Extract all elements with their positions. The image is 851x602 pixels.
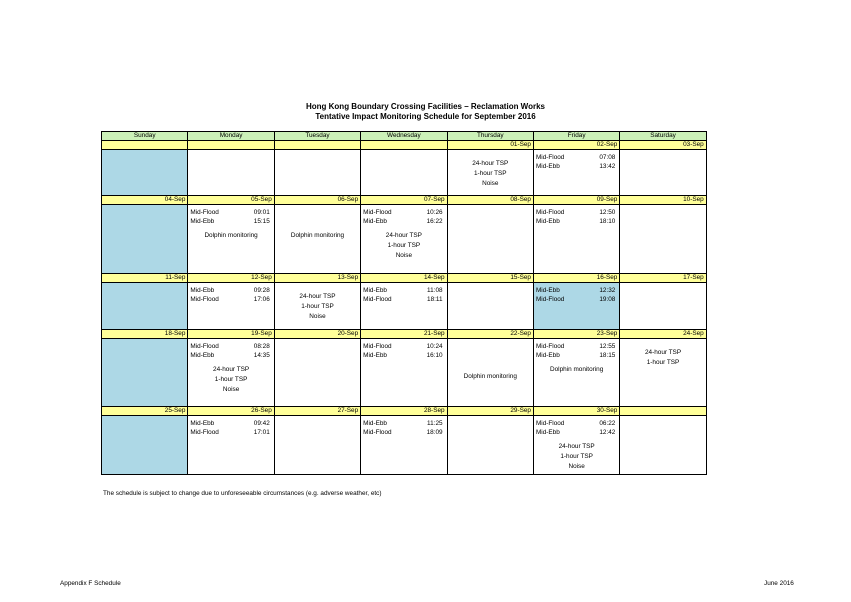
week-content-row <box>102 205 707 274</box>
monitoring-item: 24-hour TSP <box>385 232 422 239</box>
tide-label: Mid-Ebb <box>535 218 560 225</box>
tide-event <box>536 351 617 360</box>
day-cell <box>620 150 706 196</box>
date-cell: 21-Sep <box>361 330 447 339</box>
tide-label: Mid-Flood <box>363 209 392 216</box>
date-cell: 19-Sep <box>188 330 274 339</box>
tide-time: 18:11 <box>427 296 443 303</box>
date-cell: 25-Sep <box>102 407 188 416</box>
week-content-row <box>102 416 707 475</box>
day-cell <box>188 339 274 407</box>
date-cell: 18-Sep <box>102 330 188 339</box>
tide-event <box>363 217 444 226</box>
monitoring-item: 24-hour TSP <box>213 366 250 373</box>
tide-time: 15:15 <box>253 218 270 225</box>
date-cell: 12-Sep <box>188 274 274 283</box>
monitoring-item: Noise <box>482 180 499 187</box>
week-date-row <box>102 274 707 283</box>
date-cell: 10-Sep <box>620 196 706 205</box>
tide-time: 18:09 <box>426 429 443 436</box>
day-cell <box>274 150 360 196</box>
day-cell <box>102 150 188 196</box>
date-cell: 22-Sep <box>447 330 533 339</box>
tide-label: Mid-Ebb <box>363 352 387 359</box>
tide-label: Mid-Flood <box>363 296 392 303</box>
date-cell: 02-Sep <box>533 141 619 150</box>
date-cell: 07-Sep <box>361 196 447 205</box>
tide-label: Mid-Flood <box>535 209 565 216</box>
tide-time: 09:01 <box>253 209 270 216</box>
tide-label: Mid-Flood <box>363 429 392 436</box>
tide-event <box>536 208 617 217</box>
monitoring-item: Noise <box>395 252 413 259</box>
tide-label: Mid-Ebb <box>190 218 215 225</box>
monitoring-item: 1-hour TSP <box>214 376 248 383</box>
tide-event <box>190 208 271 217</box>
monitoring-item: 1-hour TSP <box>473 170 507 177</box>
tide-time: 12:42 <box>599 429 616 436</box>
day-cell <box>188 150 274 196</box>
weekday-header-row <box>102 132 707 141</box>
tide-time: 16:10 <box>426 352 443 359</box>
day-cell <box>620 416 706 475</box>
date-cell: 14-Sep <box>361 274 447 283</box>
monitoring-notes <box>277 292 358 322</box>
day-cell <box>533 339 619 407</box>
tide-event <box>190 342 271 351</box>
day-cell <box>620 283 706 330</box>
day-cell <box>533 283 619 330</box>
date-cell: 09-Sep <box>533 196 619 205</box>
tide-time: 06:22 <box>599 420 616 427</box>
tide-time: 08:28 <box>253 343 270 350</box>
day-cell <box>361 283 447 330</box>
document-title: Hong Kong Boundary Crossing Facilities – Reclamation Works <box>305 102 545 111</box>
date-cell: 08-Sep <box>447 196 533 205</box>
monitoring-item: 24-hour TSP <box>644 349 682 356</box>
monitoring-item: Noise <box>309 313 326 320</box>
date-cell: 03-Sep <box>620 141 706 150</box>
tide-time: 12:32 <box>599 287 616 294</box>
tide-time: 14:35 <box>253 352 270 359</box>
monitoring-notes <box>450 372 531 382</box>
weekday-monday: Monday <box>188 132 274 141</box>
tide-time: 18:15 <box>599 352 616 359</box>
tide-label: Mid-Ebb <box>535 429 560 436</box>
tide-label: Mid-Ebb <box>190 420 215 427</box>
monitoring-notes <box>536 442 617 472</box>
tide-event <box>536 428 617 437</box>
tide-time: 13:42 <box>599 163 616 170</box>
week-date-row <box>102 141 707 150</box>
date-cell: 16-Sep <box>533 274 619 283</box>
tide-label: Mid-Ebb <box>535 163 560 170</box>
tide-label: Mid-Ebb <box>535 352 560 359</box>
tide-event <box>536 217 617 226</box>
monitoring-item: 1-hour TSP <box>301 303 334 310</box>
day-cell <box>620 205 706 274</box>
tide-label: Mid-Flood <box>190 429 219 436</box>
day-cell <box>102 205 188 274</box>
day-cell <box>447 416 533 475</box>
footer-right: June 2016 <box>764 580 794 587</box>
day-cell <box>447 283 533 330</box>
tide-event <box>190 286 271 295</box>
monitoring-item: Dolphin monitoring <box>204 232 258 239</box>
day-cell <box>188 416 274 475</box>
day-cell <box>361 339 447 407</box>
date-cell: 01-Sep <box>447 141 533 150</box>
day-cell <box>361 150 447 196</box>
date-cell: 20-Sep <box>274 330 360 339</box>
tide-event <box>190 351 271 360</box>
tide-event <box>536 286 617 295</box>
weekday-friday: Friday <box>533 132 619 141</box>
day-cell <box>274 339 360 407</box>
week-content-row <box>102 339 707 407</box>
tide-label: Mid-Ebb <box>363 218 387 225</box>
date-cell: 24-Sep <box>620 330 706 339</box>
tide-label: Mid-Flood <box>535 296 565 303</box>
monitoring-item: 24-hour TSP <box>299 293 336 300</box>
weekday-sunday: Sunday <box>102 132 188 141</box>
tide-time: 19:08 <box>599 296 616 303</box>
date-cell: 06-Sep <box>274 196 360 205</box>
day-cell <box>274 205 360 274</box>
tide-event <box>363 208 444 217</box>
tide-label: Mid-Flood <box>190 296 219 303</box>
tide-event <box>363 419 444 428</box>
tide-event <box>363 351 444 360</box>
tide-event <box>363 342 444 351</box>
date-cell: 30-Sep <box>533 407 619 416</box>
tide-event <box>536 342 617 351</box>
weekday-wednesday: Wednesday <box>361 132 447 141</box>
tide-event <box>190 217 271 226</box>
day-cell <box>533 205 619 274</box>
tide-time: 12:50 <box>599 209 616 216</box>
tide-time: 11:08 <box>427 287 443 294</box>
monitoring-item: 1-hour TSP <box>560 453 593 460</box>
tide-time: 17:06 <box>253 296 270 303</box>
date-cell: 17-Sep <box>620 274 706 283</box>
tide-label: Mid-Flood <box>190 343 219 350</box>
weekday-tuesday: Tuesday <box>274 132 360 141</box>
document-subtitle: Tentative Impact Monitoring Schedule for September 2016 <box>315 112 536 121</box>
day-cell <box>102 339 188 407</box>
day-cell <box>447 339 533 407</box>
tide-event <box>363 295 444 304</box>
tide-event <box>190 295 271 304</box>
tide-time: 07:08 <box>599 154 616 161</box>
date-cell <box>188 141 274 150</box>
tide-label: Mid-Flood <box>190 209 219 216</box>
tide-event <box>536 419 617 428</box>
monitoring-item: Dolphin monitoring <box>290 232 345 239</box>
date-cell: 13-Sep <box>274 274 360 283</box>
tide-label: Mid-Ebb <box>363 287 387 294</box>
week-content-row <box>102 283 707 330</box>
tide-event <box>190 428 271 437</box>
tide-time: 16:22 <box>426 218 443 225</box>
date-cell: 05-Sep <box>188 196 274 205</box>
tide-time: 09:28 <box>253 287 270 294</box>
tide-time: 11:25 <box>427 420 443 427</box>
tide-event <box>536 153 617 162</box>
date-cell: 26-Sep <box>188 407 274 416</box>
tide-time: 09:42 <box>253 420 270 427</box>
week-date-row <box>102 330 707 339</box>
week-date-row <box>102 196 707 205</box>
day-cell <box>533 416 619 475</box>
monitoring-item: Noise <box>568 463 585 470</box>
monitoring-item: Noise <box>222 386 240 393</box>
schedule-note: The schedule is subject to change due to unforeseeable circumstances (e.g. adverse weather, etc) <box>103 490 382 497</box>
week-date-row <box>102 407 707 416</box>
tide-time: 10:24 <box>426 343 443 350</box>
tide-label: Mid-Ebb <box>190 352 215 359</box>
tide-label: Mid-Flood <box>535 154 565 161</box>
day-cell <box>102 283 188 330</box>
date-cell <box>361 141 447 150</box>
day-cell <box>188 283 274 330</box>
day-cell <box>188 205 274 274</box>
monitoring-notes <box>277 231 358 241</box>
day-cell <box>447 205 533 274</box>
tide-event <box>190 419 271 428</box>
monitoring-item: Dolphin monitoring <box>550 366 604 373</box>
monitoring-notes <box>190 231 271 241</box>
day-cell <box>274 283 360 330</box>
date-cell: 28-Sep <box>361 407 447 416</box>
tide-label: Mid-Flood <box>535 343 565 350</box>
monitoring-item: Dolphin monitoring <box>463 373 517 380</box>
weekday-thursday: Thursday <box>447 132 533 141</box>
monitoring-notes <box>450 159 531 189</box>
weekday-saturday: Saturday <box>620 132 706 141</box>
monitoring-notes <box>622 348 703 368</box>
tide-event <box>536 295 617 304</box>
day-cell <box>533 150 619 196</box>
monitoring-item: 24-hour TSP <box>558 443 595 450</box>
monitoring-notes <box>536 365 617 375</box>
tide-event <box>363 286 444 295</box>
tide-time: 18:10 <box>599 218 616 225</box>
day-cell <box>447 150 533 196</box>
date-cell: 11-Sep <box>102 274 188 283</box>
week-content-row <box>102 150 707 196</box>
day-cell <box>361 205 447 274</box>
tide-time: 10:26 <box>426 209 443 216</box>
day-cell <box>361 416 447 475</box>
tide-event <box>536 162 617 171</box>
monitoring-item: 1-hour TSP <box>387 242 421 249</box>
monitoring-item: 1-hour TSP <box>646 359 680 366</box>
date-cell <box>274 141 360 150</box>
tide-event <box>363 428 444 437</box>
tide-time: 12:55 <box>599 343 616 350</box>
date-cell: 27-Sep <box>274 407 360 416</box>
calendar-table <box>101 131 707 475</box>
tide-label: Mid-Flood <box>535 420 565 427</box>
date-cell <box>620 407 706 416</box>
day-cell <box>102 416 188 475</box>
tide-label: Mid-Ebb <box>190 287 215 294</box>
tide-time: 17:01 <box>253 429 270 436</box>
day-cell <box>620 339 706 407</box>
date-cell: 15-Sep <box>447 274 533 283</box>
tide-label: Mid-Ebb <box>535 287 560 294</box>
tide-label: Mid-Ebb <box>363 420 387 427</box>
footer-left: Appendix F Schedule <box>60 580 121 587</box>
monitoring-notes <box>190 365 271 395</box>
date-cell: 23-Sep <box>533 330 619 339</box>
monitoring-item: 24-hour TSP <box>472 160 509 167</box>
date-cell <box>102 141 188 150</box>
date-cell: 29-Sep <box>447 407 533 416</box>
monitoring-notes <box>363 231 444 261</box>
date-cell: 04-Sep <box>102 196 188 205</box>
tide-label: Mid-Flood <box>363 343 392 350</box>
day-cell <box>274 416 360 475</box>
